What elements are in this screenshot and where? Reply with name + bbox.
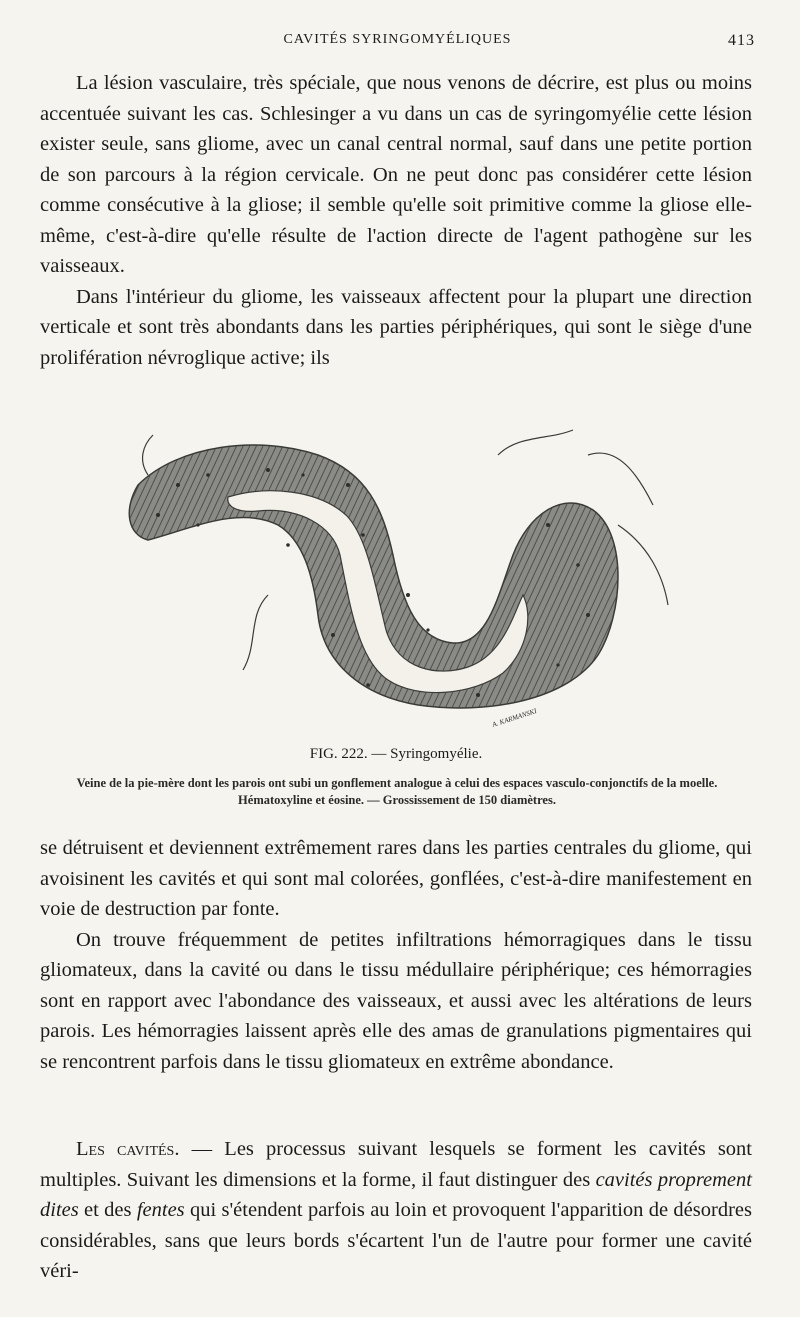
text-block-top	[40, 68, 752, 373]
paragraph: se détruisent et deviennent extrêmement rares dans les parties centrales du gliome, qui avoisinent les cavités et qui sont mal colorées, gonflées, c'est-à-dire manifestement en voie de destruction par fonte.	[40, 837, 752, 920]
paragraph: Dans l'intérieur du gliome, les vaisseaux affectent pour la plupart une direction verticale et sont très abondants dans les parties périphériques, qui sont le siège d'une prolifération névroglique active; ils	[40, 285, 752, 369]
section-heading: Les cavités.	[76, 1138, 180, 1160]
page-number: 413	[728, 32, 755, 49]
running-head	[40, 30, 755, 54]
running-title: CAVITÉS SYRINGOMYÉLIQUES	[283, 32, 512, 47]
section-paragraph	[40, 1134, 752, 1287]
italic-term: fentes	[136, 1199, 185, 1221]
paragraph: On trouve fréquemment de petites infiltrations hémorragiques dans le tissu gliomateux, dans la cavité ou dans le tissu médullaire périphérique; ces hémorragies sont en rapport avec l'abondance des vaisseaux, et aussi avec les altérations de leurs parois. Les hémorragies laissent après elle des amas de granulations pigmentaires qui se rencontrent parfois dans le tissu gliomateux en extrême abondance.	[40, 928, 752, 1073]
text-block-section	[40, 1134, 752, 1287]
figure-legend: Veine de la pie-mère dont les parois ont subi un gonflement analogue à celui des espaces vasculo-conjonctifs de la moelle. Hématoxyline et éosine. — Grossissement de 150 diamètres.	[76, 776, 718, 807]
text-block-middle	[40, 833, 752, 1077]
paragraph: La lésion vasculaire, très spéciale, que nous venons de décrire, est plus ou moins accentuée suivant les cas. Schlesinger a vu dans un cas de syringomyélie cette lésion exister seule, sans gliome, avec un canal central normal, sauf dans une petite portion de son parcours à la région cervicale. On ne peut donc pas considérer cette lésion comme consécutive à la gliose; il semble qu'elle soit primitive comme la gliose elle-même, c'est-à-dire qu'elle résulte de l'action directe de l'agent pathogène sur les vaisseaux.	[40, 72, 752, 277]
section-text: — Les processus suivant lesquels se forment les cavités sont multiples. Suivant les dimensions et la forme, il faut distinguer des	[40, 1138, 753, 1191]
italic-term: cavités proprement dites	[40, 1168, 752, 1221]
histology-figure	[118, 415, 683, 745]
section-text: et des	[78, 1199, 137, 1221]
section-text: qui s'étendent parfois au loin et provoquent l'apparition de désordres considérables, sans que leurs bords s'écartent l'un de l'autre pour former une cavité véri-	[40, 1199, 752, 1282]
figure-caption: FIG. 222. — Syringomyélie.	[309, 746, 483, 762]
artist-signature: A. KARMANSKI	[491, 706, 538, 729]
